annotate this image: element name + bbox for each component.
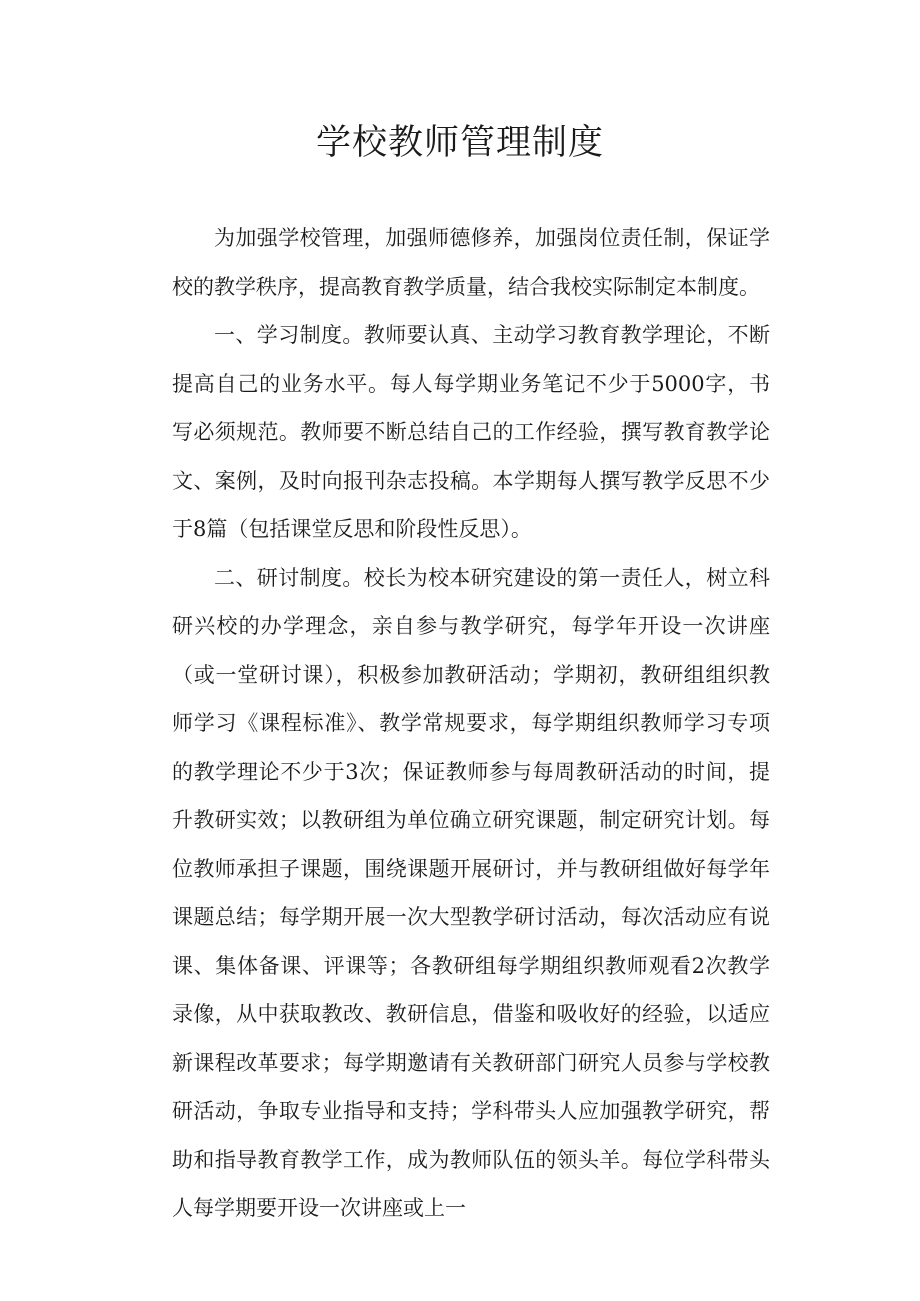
intro-paragraph: 为加强学校管理，加强师德修养，加强岗位责任制，保证学校的教学秩序，提高教育教学质量，结合我校实际制定本制度。: [172, 226, 770, 299]
document-body: [172, 214, 770, 1233]
study-system-paragraph: 一、学习制度。教师要认真、主动学习教育教学理论，不断提高自己的业务水平。每人每学期业务笔记不少于5000字，书写必须规范。教师要不断总结自己的工作经验，撰写教育教学论文、案例，及时向报刊杂志投稿。本学期每人撰写教学反思不少于8篇（包括课堂反思和阶段性反思）。: [172, 323, 770, 541]
document-title: 学校教师管理制度: [315, 123, 604, 163]
research-system-paragraph: 二、研讨制度。校长为校本研究建设的第一责任人，树立科研兴校的办学理念，亲自参与教学研究，每学年开设一次讲座（或一堂研讨课），积极参加教研活动；学期初，教研组组织教师学习《课程标准》、教学常规要求，每学期组织教师学习专项的教学理论不少于3次；保证教师参与每周教研活动的时间，提升教研实效；以教研组为单位确立研究课题，制定研究计划。每位教师承担子课题，围绕课题开展研讨，并与教研组做好每学年课题总结；每学期开展一次大型教学研讨活动，每次活动应有说课、集体备课、评课等；各教研组每学期组织教师观看2次教学录像，从中获取教改、教研信息，借鉴和吸收好的经验，以适应新课程改革要求；每学期邀请有关教研部门研究人员参与学校教研活动，争取专业指导和支持；学科带头人应加强教学研究，帮助和指导教育教学工作，成为教师队伍的领头羊。每位学科带头人每学期要开设一次讲座或上一: [172, 565, 770, 1220]
